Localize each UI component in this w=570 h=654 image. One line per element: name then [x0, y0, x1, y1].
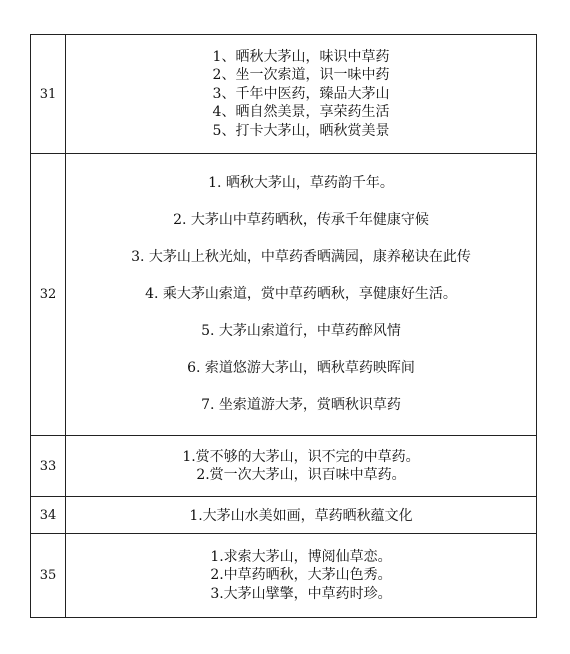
slogan-line: 6. 索道悠游大茅山，晒秋草药映晖间 [187, 360, 415, 376]
slogan-line: 3、千年中医药，臻品大茅山 [212, 85, 390, 102]
row-content [66, 436, 537, 497]
row-content [66, 154, 537, 436]
table-row [31, 497, 537, 534]
slogan-line: 5. 大茅山索道行，中草药醉风情 [201, 323, 401, 339]
slogan-line: 3. 大茅山上秋光灿，中草药香晒满园，康养秘诀在此传 [131, 249, 471, 265]
row-content [66, 497, 537, 534]
row-content [66, 534, 537, 618]
slogan-line: 3.大茅山擘擎，中草药时珍。 [210, 585, 392, 602]
slogan-line: 4. 乘大茅山索道，赏中草药晒秋，享健康好生活。 [145, 286, 457, 302]
slogan-line: 1.大茅山水美如画，草药晒秋蕴文化 [189, 508, 413, 524]
table-row [31, 534, 537, 618]
slogan-line: 5、打卡大茅山，晒秋赏美景 [212, 122, 390, 139]
row-number: 35 [31, 534, 66, 618]
row-number: 31 [31, 35, 66, 154]
slogan-line: 7. 坐索道游大茅，赏晒秋识草药 [201, 397, 401, 413]
slogan-line: 2.中草药晒秋，大茅山色秀。 [210, 567, 392, 584]
row-number: 33 [31, 436, 66, 497]
slogan-line: 1、晒秋大茅山，味识中草药 [212, 48, 390, 65]
table-row [31, 154, 537, 436]
slogan-line: 1.赏不够的大茅山，识不完的中草药。 [182, 448, 420, 465]
row-number: 34 [31, 497, 66, 534]
row-number: 32 [31, 154, 66, 436]
slogan-line: 1. 晒秋大茅山，草药韵千年。 [208, 175, 394, 191]
table-row [31, 35, 537, 154]
slogan-line: 4、晒自然美景，享荣药生活 [212, 104, 390, 121]
slogan-line: 1.求索大茅山，博阅仙草恋。 [210, 548, 392, 565]
slogan-line: 2.赏一次大茅山，识百味中草药。 [196, 467, 406, 483]
slogan-line: 2. 大茅山中草药晒秋，传承千年健康守候 [173, 212, 429, 228]
table-row [31, 436, 537, 497]
slogan-line: 2、坐一次索道，识一味中药 [212, 67, 390, 84]
slogan-table [30, 34, 537, 618]
row-content [66, 35, 537, 154]
